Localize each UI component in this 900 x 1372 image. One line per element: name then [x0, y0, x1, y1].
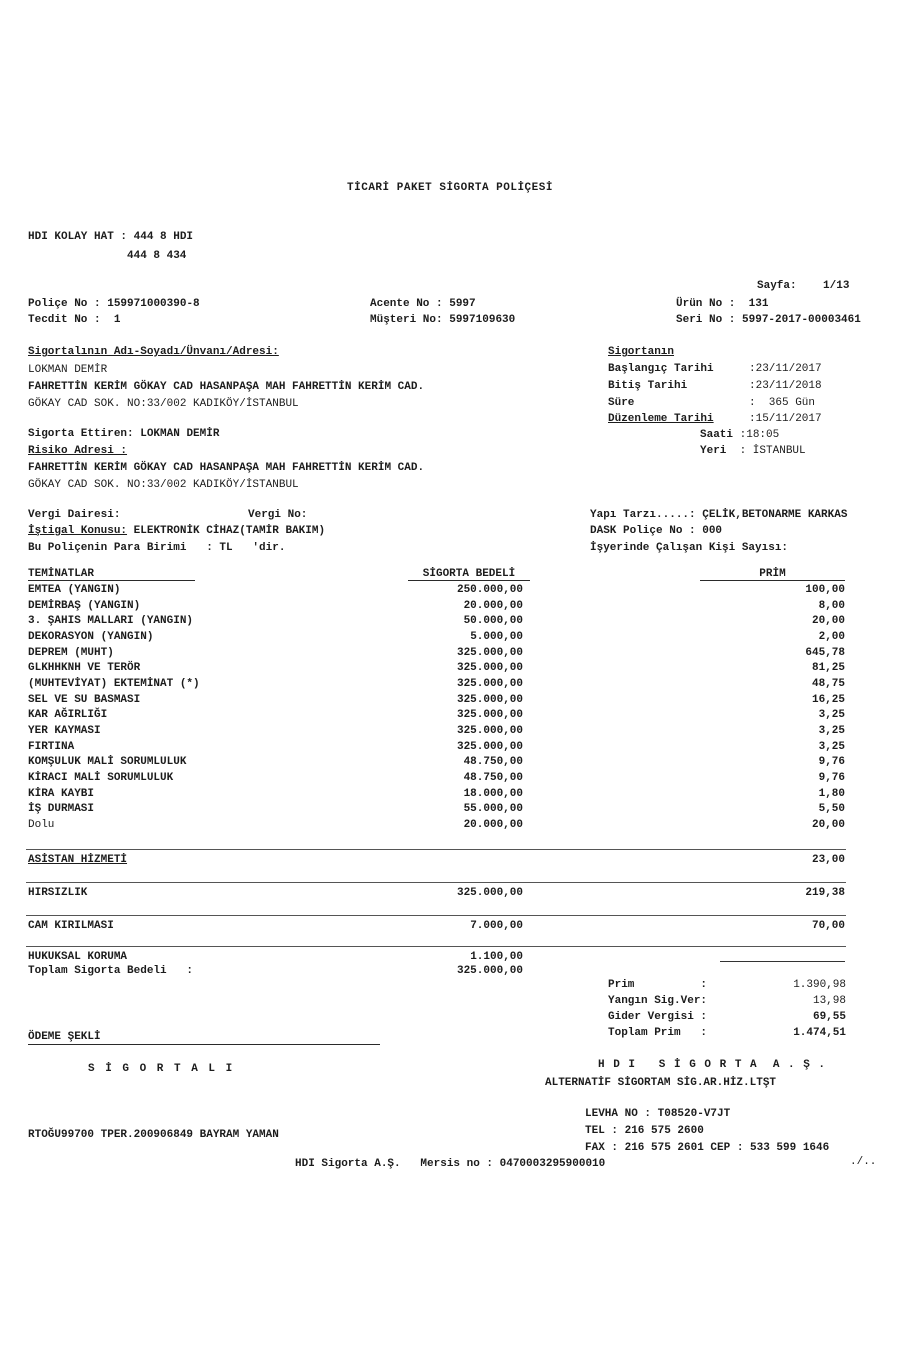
seri-no-value: 5997-2017-00003461: [742, 314, 861, 326]
coverage-prim: 3,25: [818, 740, 845, 753]
period-issue-label: Düzenleme Tarihi: [608, 413, 714, 425]
coverage-bedel: 50.000,00: [463, 615, 523, 628]
coverage-row: [28, 725, 845, 741]
odeme-sekli-heading: ÖDEME ŞEKLİ: [28, 1030, 380, 1045]
cam-prim: 70,00: [811, 920, 845, 932]
policyholder-value: LOKMAN DEMİR: [140, 428, 220, 440]
coverage-bedel: 325.000,00: [456, 662, 523, 675]
insured-address-line1: FAHRETTİN KERİM GÖKAY CAD HASANPAŞA MAH FAHRETTİN KERİM CAD.: [28, 381, 425, 393]
mersis-footer-line: HDI Sigorta A.Ş. Mersis no : 0470003295900010: [295, 1158, 606, 1170]
separator-line: [26, 849, 846, 850]
separator-line: [26, 882, 846, 883]
agent-reference-line: RTOĞU99700 TPER.200906849 BAYRAM YAMAN: [28, 1129, 279, 1141]
period-start-label: Başlangıç Tarihi: [608, 363, 714, 375]
currency-line: Bu Poliçenin Para Birimi : TL 'dir.: [28, 542, 286, 554]
coverage-bedel: 325.000,00: [456, 678, 523, 691]
toplam-prim-label: Toplam Prim :: [608, 1027, 708, 1039]
coverage-prim: 5,50: [818, 803, 845, 816]
asistan-name: ASİSTAN HİZMETİ: [28, 854, 128, 866]
coverage-bedel: 5.000,00: [470, 631, 523, 644]
period-issue-value: :15/11/2017: [749, 413, 822, 425]
hukuksal-bedel: 1.100,00: [470, 951, 523, 963]
coverage-bedel: 325.000,00: [456, 740, 523, 753]
gider-vergisi-label: Gider Vergisi :: [608, 1011, 708, 1023]
policyholder-row: [28, 427, 219, 441]
coverage-row: [28, 600, 845, 616]
page-continuation-mark: ./..: [850, 1156, 877, 1168]
musteri-no-value: 5997109630: [449, 314, 516, 326]
coverage-row: [28, 772, 845, 788]
coverage-row: [28, 741, 845, 757]
period-issue-row: [608, 412, 822, 426]
coverage-name: KİRA KAYBI: [28, 787, 95, 800]
yangin-vergi-value: 13,98: [812, 995, 846, 1007]
seri-no-label: Seri No :: [676, 314, 736, 326]
premium-summary: [608, 979, 846, 1043]
coverage-name: DEMİRBAŞ (YANGIN): [28, 599, 141, 612]
police-no-row: [28, 297, 200, 311]
coverage-row: [28, 584, 845, 600]
istigal-value: ELEKTRONİK CİHAZ(TAMİR BAKIM): [133, 525, 326, 537]
coverage-name: SEL VE SU BASMASI: [28, 693, 141, 706]
hirsizlik-prim: 219,38: [805, 887, 845, 899]
coverage-row: [28, 662, 845, 678]
hirsizlik-row: [28, 887, 845, 899]
prim-value: 1.390,98: [793, 979, 846, 991]
total-bedel-value: 325.000,00: [456, 965, 523, 977]
coverage-rows: [28, 584, 845, 835]
page-indicator-label: Sayfa:: [757, 280, 797, 292]
cam-row: [28, 920, 845, 932]
period-heading: Sigortanın: [608, 346, 675, 358]
acente-no-value: 5997: [449, 298, 476, 310]
acente-no-label: Acente No :: [370, 298, 443, 310]
coverage-name: (MUHTEVİYAT) EKTEMİNAT (*): [28, 678, 200, 691]
separator-line: [26, 946, 846, 947]
asistan-prim: 23,00: [811, 854, 845, 866]
coverage-row: [28, 678, 845, 694]
calisan-line: İşyerinde Çalışan Kişi Sayısı:: [590, 542, 789, 554]
tecdit-no-row: [28, 313, 120, 327]
musteri-no-row: [370, 313, 515, 327]
risk-address-line2: GÖKAY CAD SOK. NO:33/002 KADIKÖY/İSTANBUL: [28, 479, 299, 491]
toplam-prim-row: [608, 1027, 846, 1043]
period-start-value: :23/11/2017: [749, 363, 822, 375]
coverage-bedel: 48.750,00: [463, 756, 523, 769]
seri-no-row: [676, 313, 861, 327]
urun-no-label: Ürün No :: [676, 298, 736, 310]
risk-address-line1: FAHRETTİN KERİM GÖKAY CAD HASANPAŞA MAH FAHRETTİN KERİM CAD.: [28, 462, 425, 474]
acente-no-row: [370, 297, 476, 311]
period-end-label: Bitiş Tarihi: [608, 380, 688, 392]
yangin-vergi-row: [608, 995, 846, 1011]
coverage-name: Dolu: [28, 819, 55, 832]
coverage-row: [28, 615, 845, 631]
fax-line: FAX : 216 575 2601 CEP : 533 599 1646: [585, 1142, 830, 1154]
total-bedel-row: [28, 965, 845, 977]
coverage-prim: 3,25: [818, 725, 845, 738]
col-header-prim: PRİM: [523, 568, 845, 581]
insured-address-line2: GÖKAY CAD SOK. NO:33/002 KADIKÖY/İSTANBUL: [28, 398, 299, 410]
coverage-bedel: 48.750,00: [463, 772, 523, 785]
coverage-bedel: 325.000,00: [456, 646, 523, 659]
coverage-name: DEKORASYON (YANGIN): [28, 631, 154, 644]
coverage-prim: 48,75: [811, 678, 845, 691]
coverage-row: [28, 788, 845, 804]
coverage-name: 3. ŞAHIS MALLARI (YANGIN): [28, 615, 194, 628]
col-header-teminatlar: TEMİNATLAR: [28, 568, 195, 581]
vergi-dairesi-label: Vergi Dairesi:: [28, 509, 121, 521]
cam-name: CAM KIRILMASI: [28, 920, 114, 932]
yapi-tarzi-line: Yapı Tarzı.....: ÇELİK,BETONARME KARKAS: [590, 509, 848, 521]
asistan-row: [28, 854, 845, 866]
coverage-bedel: 325.000,00: [456, 725, 523, 738]
period-duration-row: [608, 396, 815, 410]
coverage-row: [28, 709, 845, 725]
hotline-line2: 444 8 434: [127, 250, 187, 262]
premium-totals-line: [720, 961, 845, 962]
levha-no-line: LEVHA NO : T08520-V7JT: [585, 1108, 731, 1120]
period-place-label: Yeri: [700, 445, 727, 457]
coverage-prim: 9,76: [818, 756, 845, 769]
period-duration-label: Süre: [608, 397, 635, 409]
period-duration-value: : 365 Gün: [749, 397, 816, 409]
cam-bedel: 7.000,00: [470, 920, 523, 932]
total-bedel-label: Toplam Sigorta Bedeli :: [28, 965, 194, 977]
urun-no-row: [676, 297, 768, 311]
page-indicator: [757, 279, 849, 293]
coverage-prim: 1,80: [818, 787, 845, 800]
coverage-prim: 645,78: [805, 646, 845, 659]
urun-no-value: 131: [748, 298, 769, 310]
coverage-bedel: 250.000,00: [456, 584, 523, 596]
prim-label: Prim :: [608, 979, 708, 991]
period-end-value: :23/11/2018: [749, 380, 822, 392]
coverage-name: İŞ DURMASI: [28, 803, 95, 816]
gider-vergisi-value: 69,55: [812, 1011, 846, 1023]
hotline-line1: HDI KOLAY HAT : 444 8 HDI: [28, 231, 194, 243]
dask-line: DASK Poliçe No : 000: [590, 525, 723, 537]
coverage-bedel: 55.000,00: [463, 803, 523, 816]
coverage-prim: 9,76: [818, 772, 845, 785]
police-no-label: Poliçe No :: [28, 298, 101, 310]
coverage-name: KOMŞULUK MALİ SORUMLULUK: [28, 756, 187, 769]
coverage-bedel: 18.000,00: [463, 787, 523, 800]
coverage-row: [28, 756, 845, 772]
istigal-row: [28, 524, 325, 538]
coverage-prim: 3,25: [818, 709, 845, 722]
company-signature-label: H D I S İ G O R T A A . Ş .: [598, 1059, 827, 1071]
insured-name: LOKMAN DEMİR: [28, 364, 108, 376]
istigal-label: İştigal Konusu:: [28, 525, 128, 537]
coverage-name: KİRACI MALİ SORUMLULUK: [28, 772, 174, 785]
toplam-prim-value: 1.474,51: [793, 1027, 846, 1039]
coverage-table: [28, 568, 845, 835]
period-place-value: : İSTANBUL: [739, 445, 806, 457]
period-start-row: [608, 362, 822, 376]
coverage-row: [28, 631, 845, 647]
police-no-value: 159971000390-8: [107, 298, 200, 310]
hukuksal-name: HUKUKSAL KORUMA: [28, 951, 128, 963]
gider-vergisi-row: [608, 1011, 846, 1027]
col-header-bedel: SİGORTA BEDELİ: [408, 568, 523, 581]
risk-address-heading: Risiko Adresi :: [28, 445, 128, 457]
coverage-row: [28, 803, 845, 819]
separator-line: [26, 915, 846, 916]
coverage-row: [28, 647, 845, 663]
coverage-prim: 100,00: [805, 584, 845, 596]
coverage-name: KAR AĞIRLIĞI: [28, 709, 108, 722]
coverage-prim: 20,00: [811, 615, 845, 628]
coverage-prim: 81,25: [811, 662, 845, 675]
period-end-row: [608, 379, 822, 393]
coverage-prim: 20,00: [811, 819, 845, 832]
coverage-prim: 8,00: [818, 599, 845, 612]
hirsizlik-name: HIRSIZLIK: [28, 887, 88, 899]
insured-heading: Sigortalının Adı-Soyadı/Ünvanı/Adresi:: [28, 346, 279, 358]
tecdit-no-label: Tecdit No :: [28, 314, 101, 326]
coverage-bedel: 325.000,00: [456, 693, 523, 706]
hirsizlik-bedel: 325.000,00: [456, 887, 523, 899]
coverage-row: [28, 819, 845, 835]
tecdit-no-value: 1: [113, 314, 121, 326]
coverage-bedel: 20.000,00: [463, 599, 523, 612]
page-indicator-value: 1/13: [823, 280, 850, 292]
coverage-bedel: 325.000,00: [456, 709, 523, 722]
policyholder-label: Sigorta Ettiren:: [28, 428, 134, 440]
yangin-vergi-label: Yangın Sig.Ver:: [608, 995, 708, 1007]
period-time-row: [700, 428, 779, 442]
sigortali-signature-label: S İ G O R T A L I: [88, 1063, 235, 1075]
coverage-name: DEPREM (MUHT): [28, 646, 114, 659]
document-title: TİCARİ PAKET SİGORTA POLİÇESİ: [347, 182, 553, 194]
period-place-row: [700, 444, 806, 458]
coverage-bedel: 20.000,00: [463, 819, 523, 832]
coverage-name: EMTEA (YANGIN): [28, 584, 121, 596]
period-time-label: Saati: [700, 429, 734, 441]
prim-row: [608, 979, 846, 995]
coverage-row: [28, 694, 845, 710]
musteri-no-label: Müşteri No:: [370, 314, 443, 326]
coverage-name: FIRTINA: [28, 740, 75, 753]
period-time-value: :18:05: [739, 429, 780, 441]
coverage-name: GLKHHKNH VE TERÖR: [28, 662, 141, 675]
coverage-name: YER KAYMASI: [28, 725, 101, 738]
coverage-prim: 16,25: [811, 693, 845, 706]
coverage-prim: 2,00: [818, 631, 845, 644]
agency-name: ALTERNATİF SİGORTAM SİG.AR.HİZ.LTŞT: [545, 1077, 777, 1089]
vergi-no-label: Vergi No:: [248, 509, 308, 521]
tel-line: TEL : 216 575 2600: [585, 1125, 704, 1137]
coverage-table-header: [28, 568, 845, 581]
